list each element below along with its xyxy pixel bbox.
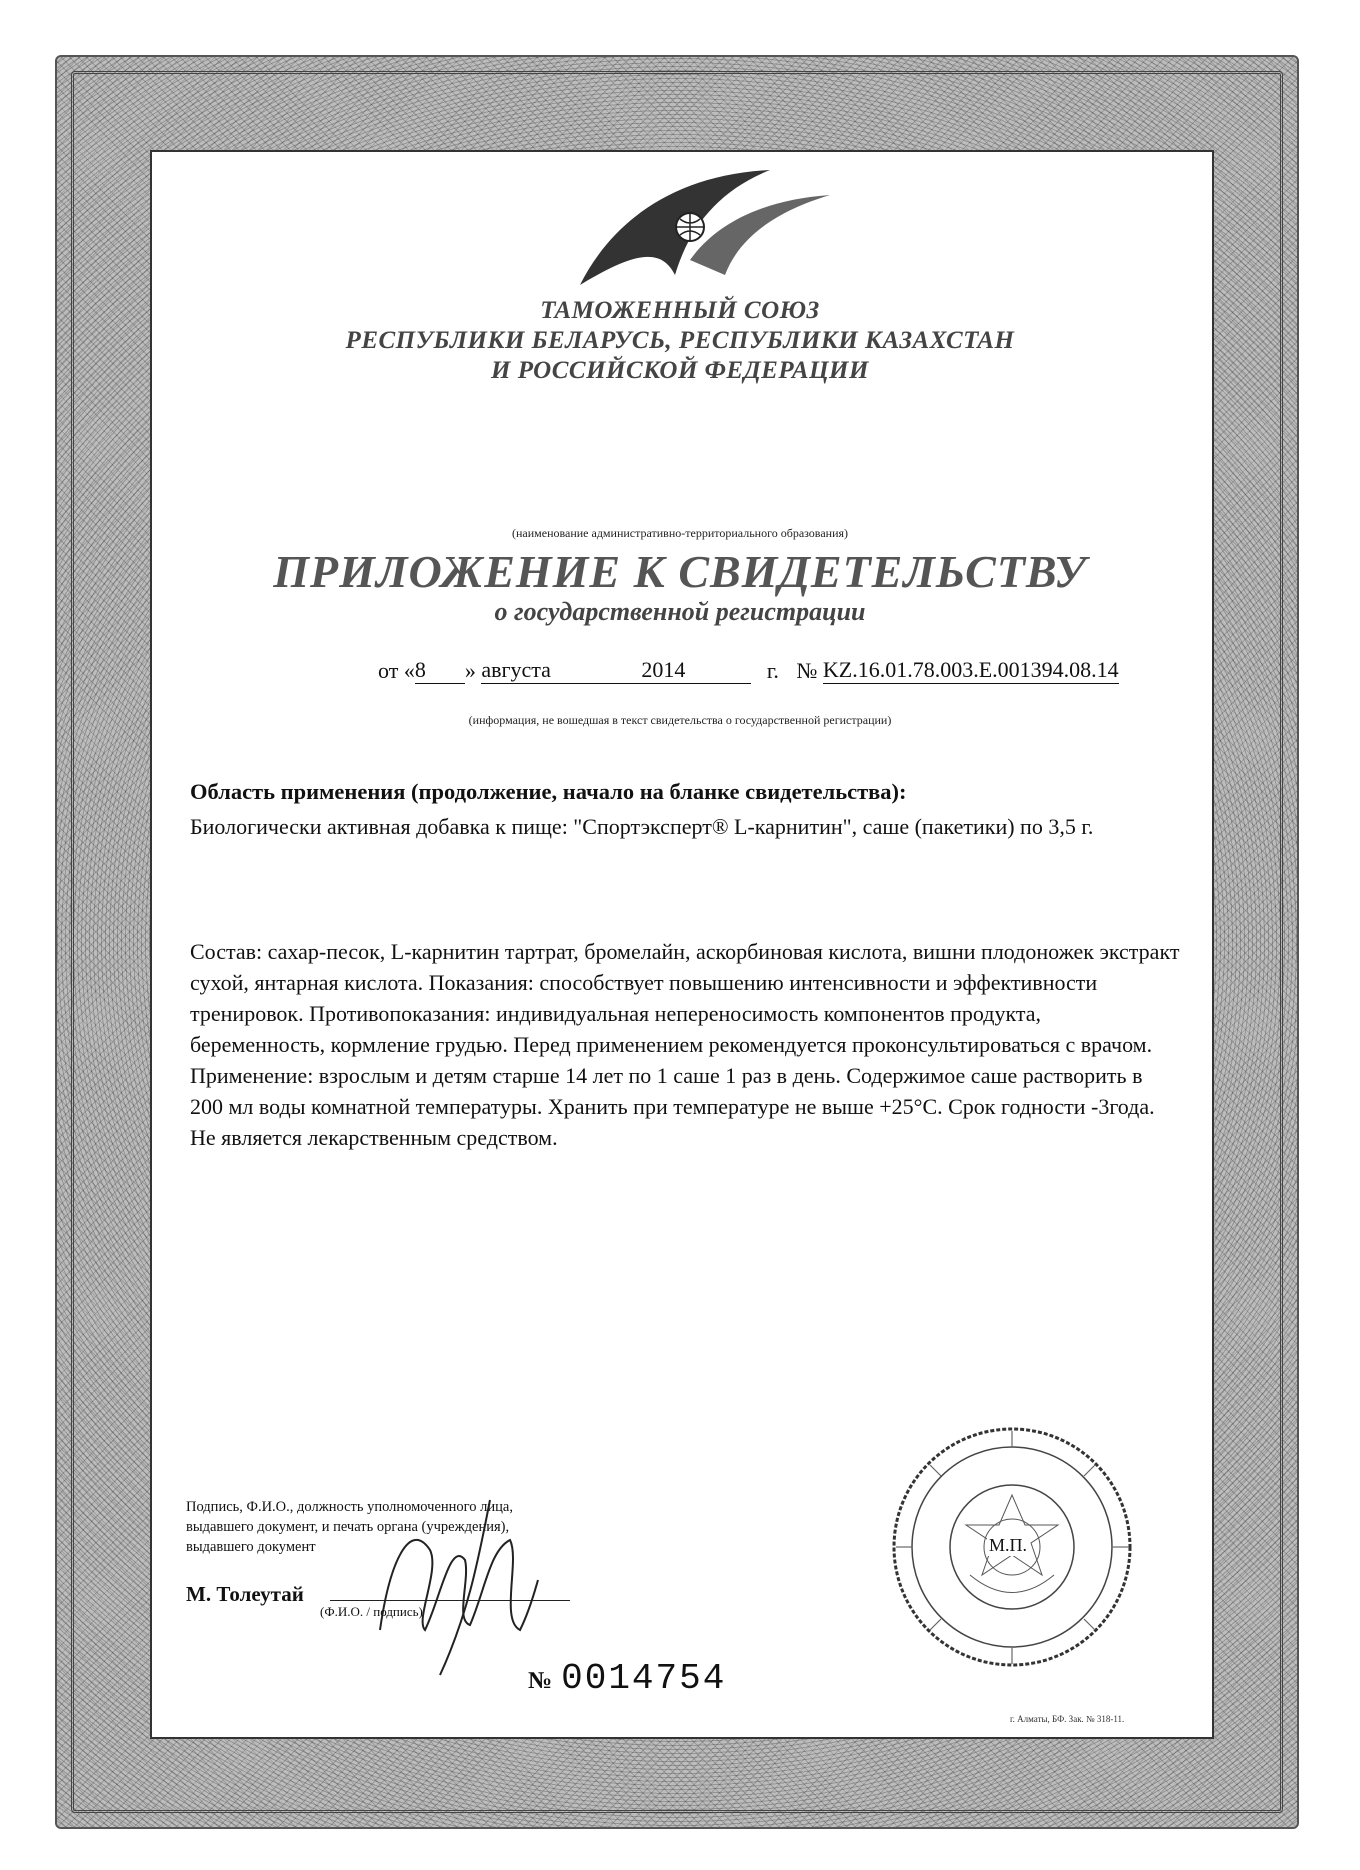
page-title: ПРИЛОЖЕНИЕ К СВИДЕТЕЛЬСТВУ xyxy=(273,546,1087,597)
reg-year: 2014 xyxy=(641,657,751,684)
form-number-sign: № xyxy=(528,1668,553,1694)
quote-close: » xyxy=(464,658,476,683)
header-line-1: ТАМОЖЕННЫЙ СОЮЗ xyxy=(540,297,820,324)
signer-name: М. Толеутай xyxy=(186,1582,304,1606)
signature-subcaption: (Ф.И.О. / подпись) xyxy=(320,1604,423,1619)
signature-caption-line-1: Подпись, Ф.И.О., должность уполномоченного лица, xyxy=(186,1499,513,1515)
customs-union-emblem-icon xyxy=(540,165,840,295)
year-suffix: г. xyxy=(766,658,779,683)
reg-day: 8 xyxy=(415,657,465,684)
header-line-3: И РОССИЙСКОЙ ФЕДЕРАЦИИ xyxy=(491,357,869,384)
seal-mp: М.П. xyxy=(989,1535,1028,1555)
registration-line xyxy=(378,657,1119,684)
form-number xyxy=(528,1655,726,1699)
scope-text: Биологически активная добавка к пище: "Спортэксперт® L-карнитин", саше (пакетики) по 3,5 г. xyxy=(190,814,1094,839)
signature-caption-line-3: выдавшего документ xyxy=(186,1539,316,1555)
reg-month: августа xyxy=(481,657,641,684)
number-label: № xyxy=(796,658,818,683)
info-note: (информация, не вошедшая в текст свидетельства о государственной регистрации) xyxy=(468,713,892,727)
composition-text: Состав: сахар-песок, L-карнитин тартрат, бромелайн, аскорбиновая кислота, вишни плодоножек экстракт сухой, янтарная кислота. Показания: способствует повышению интенсивности и эффективности тренировок. Противопоказания: индивидуальная непереносимость компонентов продукта, беременность, кормление грудью. Перед применением рекомендуется проконсультироваться с врачом. Применение: взрослым и детям старше 14 лет по 1 саше 1 раз в день. Содержимое саше растворить в 200 мл воды комнатной температуры. Хранить при температуре не выше +25°С. Срок годности -3года. Не является лекарственным средством. xyxy=(190,939,1180,1150)
page-subtitle: о государственной регистрации xyxy=(494,597,866,626)
header-line-2: РЕСПУБЛИКИ БЕЛАРУСЬ, РЕСПУБЛИКИ КАЗАХСТАН xyxy=(345,327,1015,354)
official-seal xyxy=(890,1425,1135,1670)
from-label: от « xyxy=(378,658,415,683)
registration-number: KZ.16.01.78.003.E.001394.08.14 xyxy=(822,657,1119,682)
printer-note: г. Алматы, БФ. Зак. № 318-11. xyxy=(1010,1714,1125,1724)
form-number-digits: 0014754 xyxy=(561,1658,727,1699)
signature-caption-line-2: выдавшего документ, и печать органа (учреждения), xyxy=(186,1519,510,1535)
handwritten-signature xyxy=(370,1480,540,1680)
scope-heading: Область применения (продолжение, начало на бланке свидетельства): xyxy=(190,779,907,804)
signature-line xyxy=(330,1600,570,1601)
admin-note: (наименование административно-территориального образования) xyxy=(511,526,849,540)
